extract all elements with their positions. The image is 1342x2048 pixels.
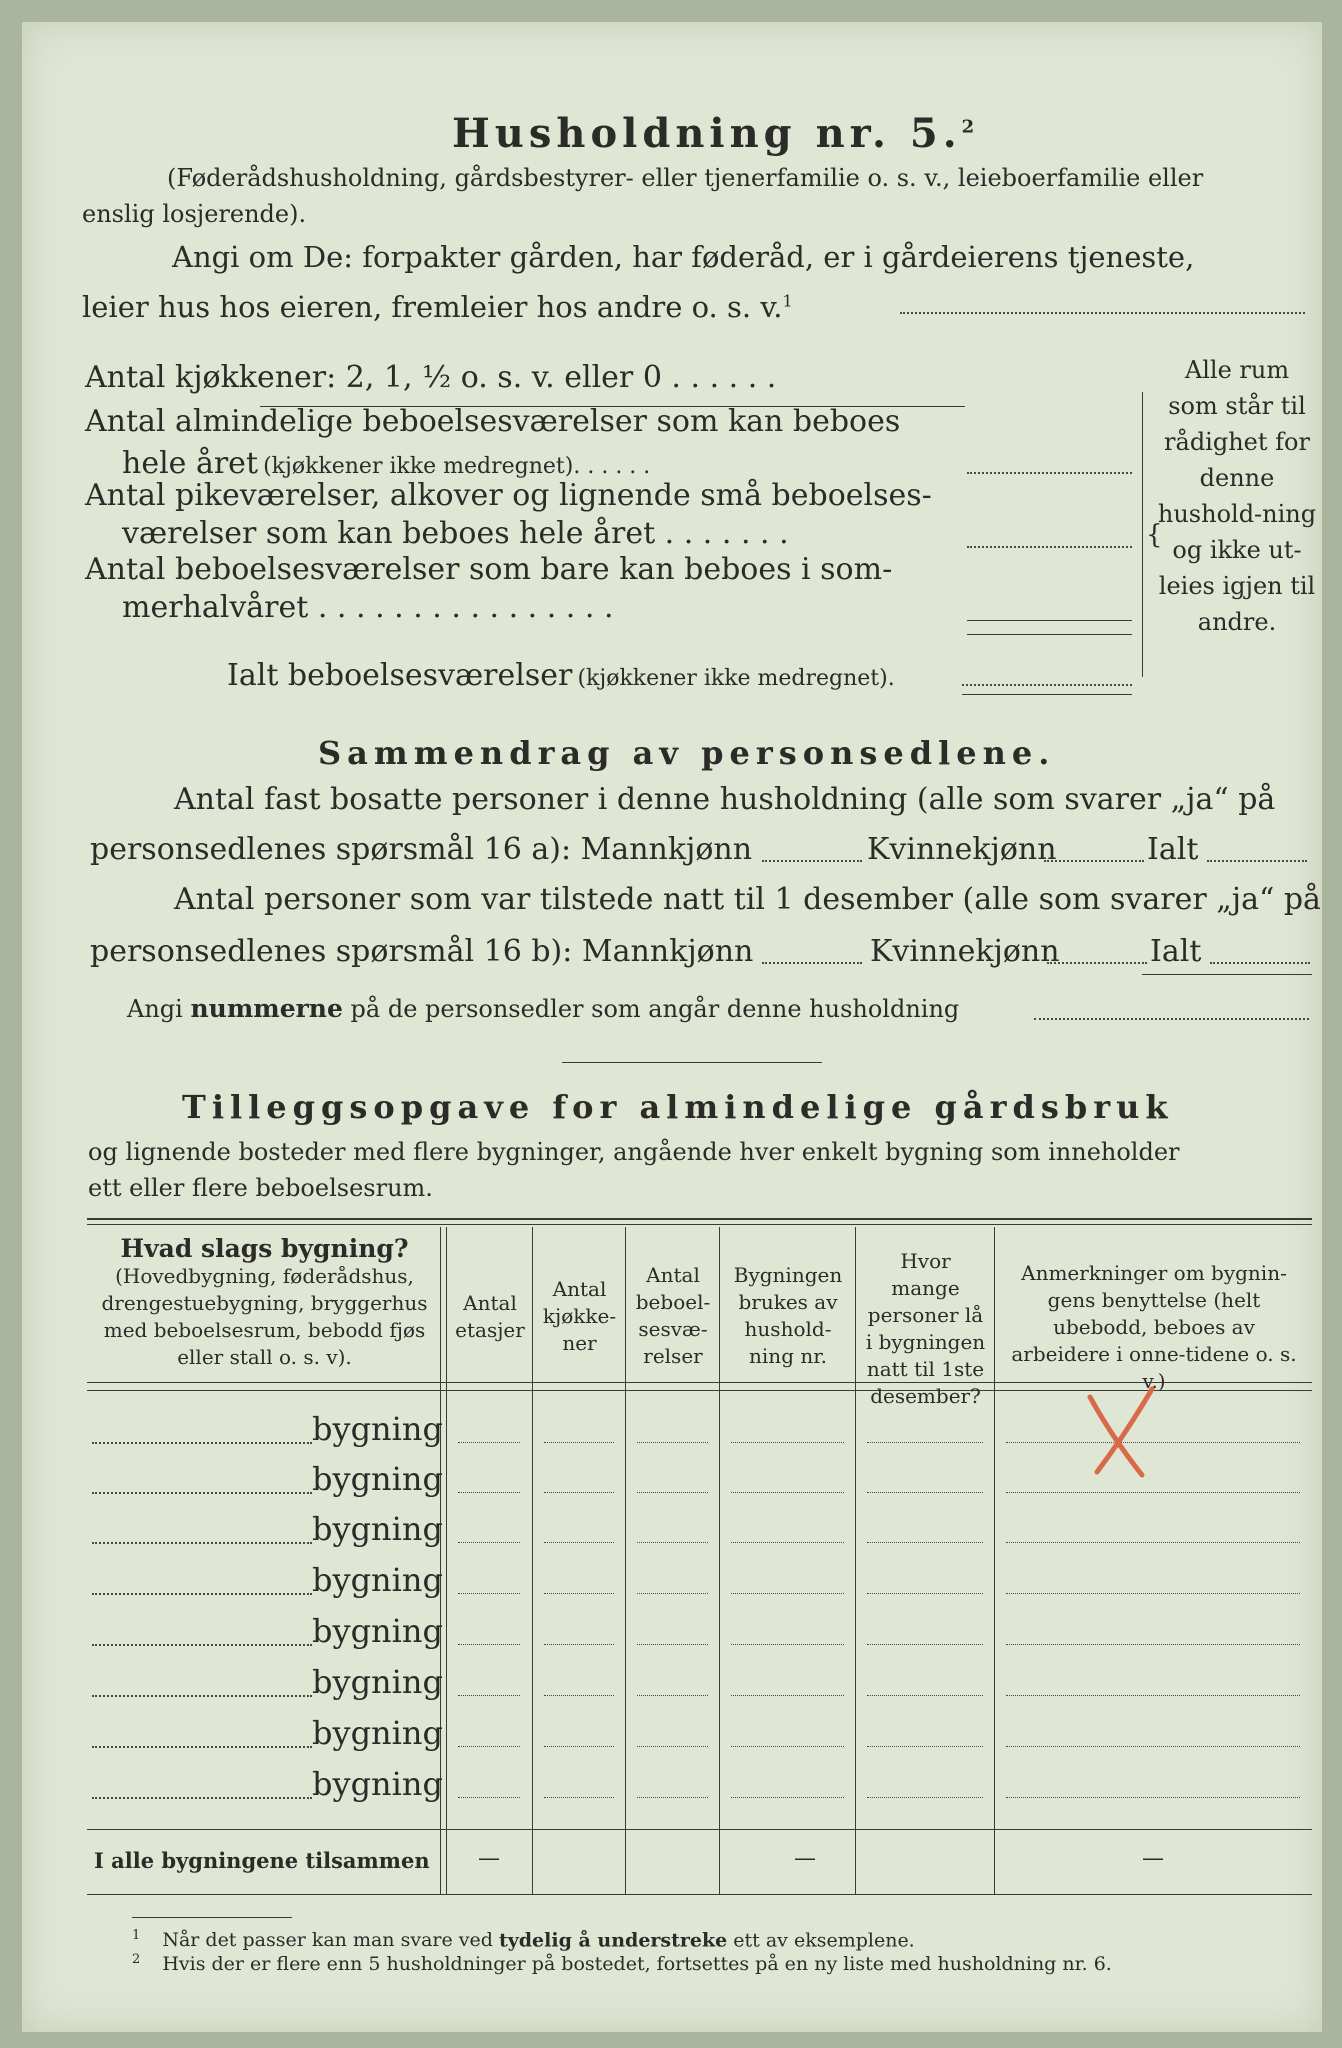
total-dash-etasjer: — — [478, 1846, 500, 1871]
present-total-field[interactable] — [1210, 962, 1310, 964]
row8-building-type-field[interactable] — [92, 1797, 312, 1799]
side-brace — [1142, 392, 1143, 677]
subtitle-line-1: (Føderådshusholdning, gårdsbestyrer- eller tjenerfamilie o. s. v., leieboerfamilie eller — [167, 164, 1204, 192]
table-cell-r2-c4[interactable] — [637, 1492, 708, 1493]
permanent-female-label: Kvinnekjønn — [867, 832, 1057, 867]
row3-label: bygning — [312, 1510, 443, 1548]
table-cell-r5-c2[interactable] — [458, 1644, 520, 1645]
maid-rooms-line-2: værelser som kan beboes hele året . . . . . . . — [122, 516, 789, 551]
table-cell-r6-c6[interactable] — [867, 1695, 983, 1696]
table-cell-r6-c7[interactable] — [1006, 1695, 1300, 1696]
table-cell-r6-c2[interactable] — [458, 1695, 520, 1696]
ordinary-rooms-line-2-text: hele året — [122, 446, 258, 481]
col7-header: Anmerkninger om bygnin-gens benyttelse (helt ubebodd, beboes av arbeidere i onne-tidene o. s. v.) — [1011, 1261, 1297, 1393]
col1-desc: (Hovedbygning, føderådshus, drengestuebygning, bryggerhus med beboelsesrum, bebodd fjøs eller stall o. s. v). — [101, 1264, 428, 1369]
row2-label: bygning — [312, 1460, 443, 1498]
present-line-1: Antal personer som var tilstede natt til 1 desember (alle som svarer „ja“ på — [174, 882, 1321, 917]
table-top-rule-2 — [87, 1224, 1312, 1225]
table-bottom-rule — [87, 1894, 1312, 1895]
permanent-line-1: Antal fast bosatte personer i denne husholdning (alle som svarer „ja“ på — [174, 782, 1276, 817]
row7-building-type-field[interactable] — [92, 1746, 312, 1748]
side-note: Alle rum som står til rådighet for denne hushold-ning og ikke ut-leies igjen til andre. — [1157, 356, 1317, 636]
table-cell-r6-c3[interactable] — [544, 1695, 614, 1696]
total-row-label: I alle bygningene tilsammen — [94, 1848, 430, 1873]
numbers-pre: Angi — [127, 995, 183, 1023]
footnote-1-number: 1 — [132, 1928, 141, 1943]
kitchens-label: Antal kjøkkener: 2, 1, ½ o. s. v. eller 0 . . . . . . — [85, 360, 777, 395]
footnote-1-post: ett av eksemplene. — [733, 1929, 915, 1952]
ordinary-rooms-answer-line[interactable] — [967, 472, 1132, 474]
supplement-intro-2: ett eller flere beboelsesrum. — [88, 1174, 433, 1202]
title-text: Husholdning nr. 5. — [452, 110, 962, 157]
table-cell-r3-c3[interactable] — [544, 1542, 614, 1543]
maid-rooms-answer-line[interactable] — [967, 546, 1132, 548]
table-cell-r2-c5[interactable] — [731, 1492, 844, 1493]
numbers-field[interactable] — [1034, 1018, 1309, 1020]
col5-header: Bygningen brukes av hushold-ning nr. — [733, 1263, 843, 1368]
table-cell-r7-c6[interactable] — [867, 1746, 983, 1747]
total-rooms-note: (kjøkkener ikke medregnet). — [577, 666, 895, 691]
row2-building-type-field[interactable] — [92, 1492, 312, 1494]
table-cell-r4-c4[interactable] — [637, 1593, 708, 1594]
total-rooms-answer-line[interactable] — [962, 684, 1132, 686]
table-cell-r8-c2[interactable] — [458, 1797, 520, 1798]
table-cell-r2-c3[interactable] — [544, 1492, 614, 1493]
table-cell-r1-c3[interactable] — [544, 1442, 614, 1443]
subtitle-line-2: enslig losjerende). — [82, 200, 307, 228]
numbers-post: på de personsedler som angår denne husholdning — [350, 995, 960, 1023]
present-total-underline — [1142, 974, 1312, 975]
total-dash-anmerkninger: — — [1142, 1846, 1164, 1871]
table-cell-r5-c3[interactable] — [544, 1644, 614, 1645]
col6-header: Hvor mange personer lå i bygningen natt til 1ste desember? — [865, 1249, 986, 1408]
table-cell-r5-c5[interactable] — [731, 1644, 844, 1645]
present-total-label: Ialt — [1150, 934, 1202, 969]
supplement-intro-1: og lignende bosteder med flere bygninger, angående hver enkelt bygning som inneholder — [88, 1138, 1180, 1166]
angi-line-2 — [82, 290, 793, 324]
angi-answer-line[interactable] — [900, 312, 1305, 314]
angi-line-2-text: leier hus hos eieren, fremleier hos andre o. s. v. — [82, 290, 783, 324]
table-cell-r4-c6[interactable] — [867, 1593, 983, 1594]
table-cell-r2-c6[interactable] — [867, 1492, 983, 1493]
table-cell-r7-c4[interactable] — [637, 1746, 708, 1747]
table-cell-r8-c7[interactable] — [1006, 1797, 1300, 1798]
present-female-label: Kvinnekjønn — [870, 934, 1060, 969]
row1-label: bygning — [312, 1410, 443, 1448]
side-brace-tip: { — [1146, 520, 1163, 550]
table-cell-r4-c5[interactable] — [731, 1593, 844, 1594]
numbers-bold: nummerne — [190, 994, 343, 1023]
col-sep-3 — [625, 1227, 626, 1894]
permanent-line-2: personsedlenes spørsmål 16 a): Mannkjønn — [90, 832, 753, 867]
footnote-2-number: 2 — [132, 1952, 141, 1967]
col-sep-6 — [994, 1227, 995, 1894]
summer-rooms-answer-line[interactable] — [967, 620, 1132, 621]
footnote-1-bold: tydelig å understreke — [498, 1929, 728, 1952]
table-cell-r8-c3[interactable] — [544, 1797, 614, 1798]
ordinary-rooms-line-1: Antal almindelige beboelsesværelser som kan beboes — [85, 404, 901, 439]
table-cell-r4-c7[interactable] — [1006, 1593, 1300, 1594]
table-cell-r5-c7[interactable] — [1006, 1644, 1300, 1645]
col4-header: Antal beboel-sesvæ-relser — [635, 1263, 711, 1368]
col-sep-1b — [446, 1227, 447, 1894]
footnote-2-text: Hvis der er flere enn 5 husholdninger på bostedet, fortsettes på en ny liste med husholdning nr. 6. — [162, 1953, 1112, 1976]
supplement-heading: Tilleggsopgave for almindelige gårdsbruk — [182, 1088, 1174, 1126]
table-cell-r1-c5[interactable] — [731, 1442, 844, 1443]
col-sep-2 — [532, 1227, 533, 1894]
angi-footnote-mark: 1 — [782, 291, 793, 311]
footnote-2 — [132, 1952, 1112, 1975]
row6-building-type-field[interactable] — [92, 1695, 312, 1697]
summer-rooms-line-2: merhalvåret . . . . . . . . . . . . . . . . — [122, 590, 614, 625]
col3-header: Antal kjøkke-ner — [542, 1277, 617, 1355]
table-cell-r1-c2[interactable] — [458, 1442, 520, 1443]
total-rooms-label — [227, 658, 895, 693]
table-cell-r2-c2[interactable] — [458, 1492, 520, 1493]
permanent-total-label: Ialt — [1147, 832, 1199, 867]
row6-label: bygning — [312, 1663, 443, 1701]
col2-header: Antal etasjer — [455, 1291, 525, 1342]
red-cross-mark — [1072, 1367, 1172, 1487]
total-rooms-underline — [962, 694, 1132, 695]
footnote-1-pre: Når det passer kan man svare ved — [162, 1929, 493, 1952]
table-cell-r5-c4[interactable] — [637, 1644, 708, 1645]
ordinary-rooms-line-2 — [122, 446, 650, 481]
form-sheet — [22, 22, 1322, 2032]
col-sep-5 — [855, 1227, 856, 1894]
page-title — [452, 110, 979, 157]
present-female-field[interactable] — [1047, 962, 1147, 964]
table-cell-r7-c2[interactable] — [458, 1746, 520, 1747]
table-cell-r1-c6[interactable] — [867, 1442, 983, 1443]
table-cell-r3-c4[interactable] — [637, 1542, 708, 1543]
row8-label: bygning — [312, 1765, 443, 1803]
row4-label: bygning — [312, 1561, 443, 1599]
table-cell-r8-c6[interactable] — [867, 1797, 983, 1798]
table-total-rule — [87, 1829, 1312, 1830]
col1-header — [92, 1234, 437, 1371]
table-cell-r5-c6[interactable] — [867, 1644, 983, 1645]
title-footnote-mark: 2 — [961, 116, 980, 138]
table-cell-r2-c7[interactable] — [1006, 1492, 1300, 1493]
angi-line-1: Angi om De: forpakter gården, har føderåd, er i gårdeierens tjeneste, — [172, 240, 1195, 274]
summer-rooms-divider — [967, 634, 1132, 635]
table-cell-r4-c2[interactable] — [458, 1593, 520, 1594]
present-line-2: personsedlenes spørsmål 16 b): Mannkjønn — [90, 934, 754, 969]
table-cell-r7-c7[interactable] — [1006, 1746, 1300, 1747]
table-cell-r4-c3[interactable] — [544, 1593, 614, 1594]
numbers-line — [127, 994, 959, 1023]
table-top-rule — [87, 1218, 1312, 1220]
table-cell-r6-c4[interactable] — [637, 1695, 708, 1696]
ordinary-rooms-note: (kjøkkener ikke medregnet). . . . . . — [263, 454, 651, 479]
table-cell-r7-c3[interactable] — [544, 1746, 614, 1747]
table-cell-r7-c5[interactable] — [731, 1746, 844, 1747]
section-divider — [562, 1062, 822, 1063]
row7-label: bygning — [312, 1714, 443, 1752]
table-cell-r1-c4[interactable] — [637, 1442, 708, 1443]
table-cell-r8-c4[interactable] — [637, 1797, 708, 1798]
table-cell-r3-c6[interactable] — [867, 1542, 983, 1543]
permanent-male-field[interactable] — [762, 860, 862, 862]
permanent-total-field[interactable] — [1207, 860, 1307, 862]
row5-label: bygning — [312, 1612, 443, 1650]
table-cell-r3-c2[interactable] — [458, 1542, 520, 1543]
row3-building-type-field[interactable] — [92, 1542, 312, 1544]
footnote-1 — [132, 1928, 915, 1951]
permanent-female-field[interactable] — [1044, 860, 1144, 862]
table-cell-r3-c7[interactable] — [1006, 1542, 1300, 1543]
col1-title: Hvad slags bygning? — [120, 1234, 409, 1263]
summer-rooms-line-1: Antal beboelsesværelser som bare kan beboes i som- — [85, 552, 893, 587]
maid-rooms-line-1: Antal pikeværelser, alkover og lignende små beboelses- — [85, 478, 932, 513]
present-male-field[interactable] — [762, 962, 862, 964]
table-cell-r3-c5[interactable] — [731, 1542, 844, 1543]
summary-heading: Sammendrag av personsedlene. — [318, 734, 1056, 772]
row4-building-type-field[interactable] — [92, 1593, 312, 1595]
footnote-rule — [132, 1917, 292, 1918]
table-cell-r8-c5[interactable] — [731, 1797, 844, 1798]
col-sep-4 — [719, 1227, 720, 1894]
row1-building-type-field[interactable] — [92, 1442, 312, 1444]
row5-building-type-field[interactable] — [92, 1644, 312, 1646]
table-cell-r6-c5[interactable] — [731, 1695, 844, 1696]
total-dash-husholdning: — — [794, 1846, 816, 1871]
total-rooms-text: Ialt beboelsesværelser — [227, 658, 573, 693]
